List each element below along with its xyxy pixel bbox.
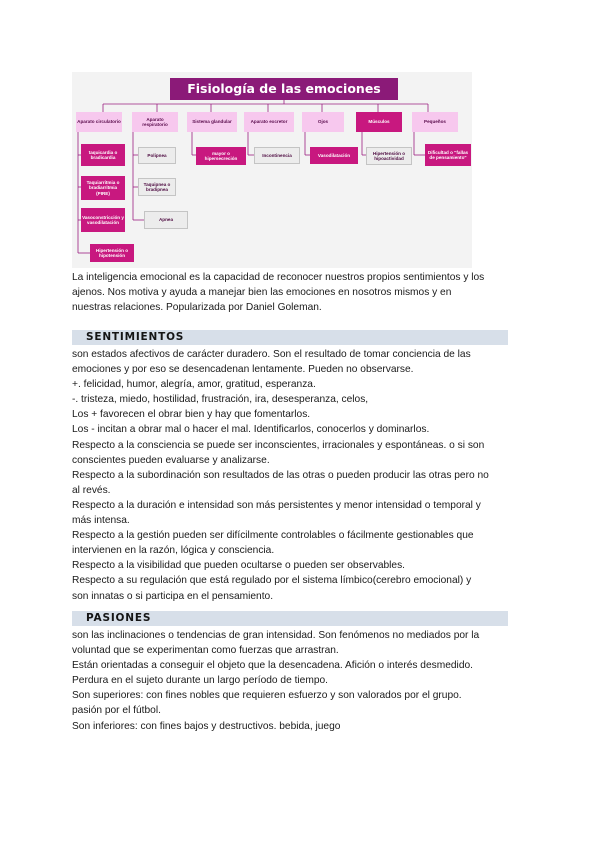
text-line: Son superiores: con fines nobles que requieren esfuerzo y son valorados por el grupo. <box>72 690 462 702</box>
intro-line: La inteligencia emocional es la capacidad de reconocer nuestros propios sentimientos y los <box>72 272 485 283</box>
section-header-pasiones <box>72 611 508 626</box>
text-line: Respecto a la consciencia se puede ser inconscientes, irracionales y espontáneas. o si son <box>72 439 485 451</box>
box-incontinencia: Incontinencia <box>254 147 300 164</box>
text-line: +. felicidad, humor, alegría, amor, gratitud, esperanza. <box>72 379 316 391</box>
text-line: -. tristeza, miedo, hostilidad, frustración, ira, desesperanza, celos, <box>72 394 369 406</box>
pasiones-body <box>72 628 532 734</box>
box-taquipnea: Taquipnea o bradipnea <box>138 178 176 196</box>
text-line: voluntad que se experimentan como fuerzas que arrastran. <box>72 645 339 657</box>
text-line: Perdura en el sujeto durante un largo período de tiempo. <box>72 675 328 687</box>
text-line: más intensa. <box>72 515 130 527</box>
text-line: Respecto a la duración e intensidad son más persistentes y menor intensidad o temporal y <box>72 499 481 511</box>
box-pequenos: Pequeños <box>412 112 458 132</box>
section-heading: SENTIMIENTOS <box>86 331 185 343</box>
text-line: Respecto a su regulación que está regulado por el sistema límbico(cerebro emocional) y <box>72 575 472 587</box>
text-line: son las inclinaciones o tendencias de gran intensidad. Son fenómenos no mediados por la <box>72 630 480 641</box>
box-dificultad: Dificultad o "fallas de pensamiento" <box>425 144 471 166</box>
box-taquiarritmia: Taquiarritmia o bradiarritmia (PIRE) <box>81 176 125 200</box>
diagram-connectors <box>72 72 472 268</box>
box-taquicardia: taquicardia o bradicardia <box>81 144 125 166</box>
box-polipnea: Polipnea <box>138 147 176 164</box>
text-line: son estados afectivos de carácter duradero. Son el resultado de tomar conciencia de las <box>72 349 471 360</box>
box-hipertension-muscular: Hipertensión o hipoactividad <box>366 147 412 165</box>
box-aparato-respiratorio: Aparato respiratorio <box>132 112 178 132</box>
text-line: intervienen en la razón, lógica y consciencia. <box>72 545 275 557</box>
text-line: Respecto a la gestión pueden ser difícilmente controlables o fácilmente gestionables que <box>72 530 474 542</box>
box-mayor-hipersecrecion: mayor o hipersecreción <box>196 147 246 165</box>
section-heading: PASIONES <box>86 612 152 624</box>
box-vasodilatacion: Vasodilatación <box>310 147 358 164</box>
box-aparato-circulatorio: Aparato circulatorio <box>76 112 122 132</box>
physiology-diagram <box>72 72 472 268</box>
text-line: al revés. <box>72 484 111 496</box>
section-header-sentimientos <box>72 330 508 345</box>
intro-line: nuestras relaciones. Popularizada por Daniel Goleman. <box>72 302 322 314</box>
text-line: Respecto a la visibilidad que pueden ocultarse o pueden ser observables. <box>72 560 406 572</box>
intro-line: ajenos. Nos motiva y ayuda a manejar bien las emociones en nosotros mismos y en <box>72 287 452 299</box>
text-line: Son inferiores: con fines bajos y destructivos. bebida, juego <box>72 720 341 732</box>
text-line: son innatas o si participa en el pensamiento. <box>72 590 274 602</box>
box-musculos: Músculos <box>356 112 402 132</box>
text-line: Están orientadas a conseguir el objeto que la desencadena. Afición o interés desmedido. <box>72 660 473 672</box>
text-line: emociones y por eso se desencadenan lentamente. Pueden no observarse. <box>72 364 414 376</box>
intro-paragraph <box>72 270 532 315</box>
box-apnea: Apnea <box>144 211 188 229</box>
box-ojos: Ojos <box>302 112 344 132</box>
text-line: Los + favorecen el obrar bien y hay que fomentarlos. <box>72 409 311 421</box>
text-line: pasión por el fútbol. <box>72 705 161 717</box>
text-line: Respecto a la subordinación son resultados de las otras o pueden producir las otras pero no <box>72 469 489 481</box>
text-line: Los - incitan a obrar mal o hacer el mal. Identificarlos, conocerlos y dominarlos. <box>72 424 430 436</box>
text-line: conscientes pueden evaluarse y analizarse. <box>72 454 270 466</box>
box-sistema-glandular: Sistema glandular <box>187 112 237 132</box>
box-aparato-excretor: Aparato excretor <box>244 112 294 132</box>
sentimientos-body <box>72 347 532 604</box>
diagram-title: Fisiología de las emociones <box>170 78 398 100</box>
box-vasoconstriccion: Vasoconstricción y vasodilatación <box>81 208 125 232</box>
box-hipertension-hipotension: Hipertensión o hipotensión <box>90 244 134 262</box>
